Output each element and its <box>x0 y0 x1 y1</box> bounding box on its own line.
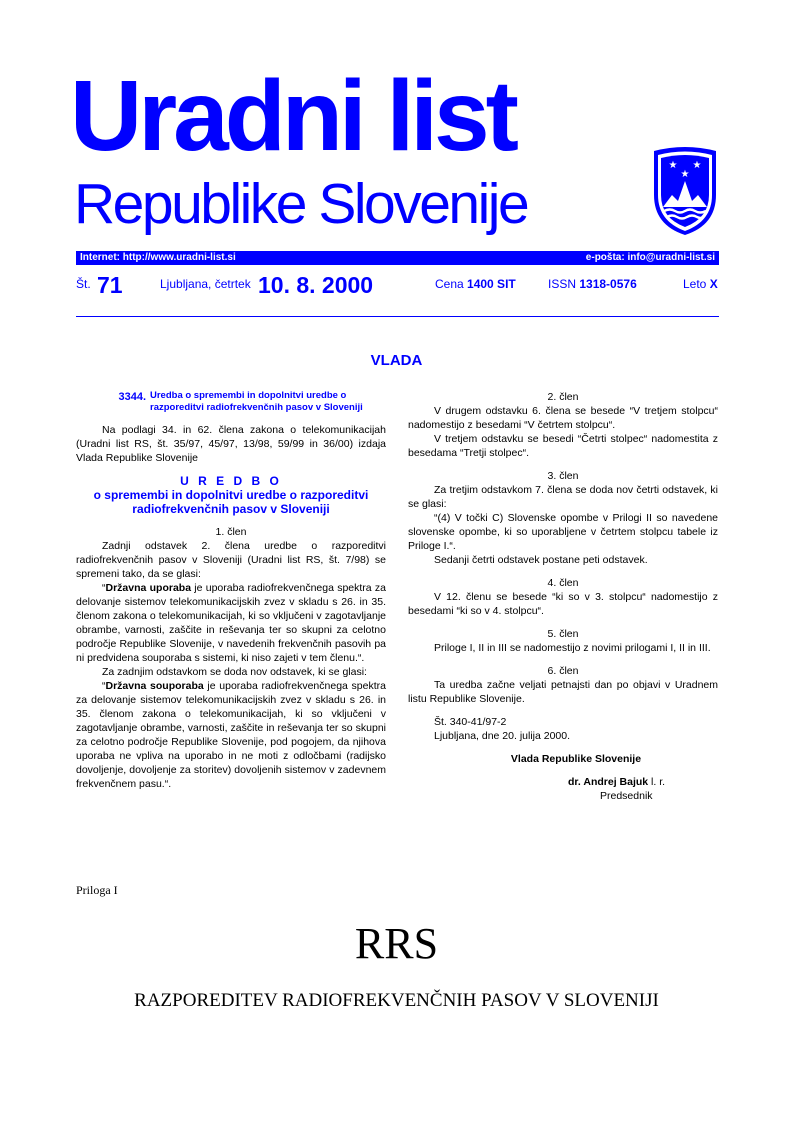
reference-number: Št. 340-41/97-2 <box>434 716 507 728</box>
place-date: Ljubljana, dne 20. julija 2000. <box>434 730 571 742</box>
article-2-paragraph-2: V tretjem odstavku se besedi “Četrti stolpec“ nadomestita z besedama “Tretji stolpec“. <box>408 433 718 459</box>
email-link[interactable]: e-pošta: info@uradni-list.si <box>585 252 715 263</box>
government-signature: Vlada Republike Slovenije <box>510 753 642 765</box>
issue-number: 71 <box>97 272 123 298</box>
issn: ISSN 1318-0576 <box>548 277 637 291</box>
issue-number-label: Št. <box>76 277 91 291</box>
attachment-label: Priloga I <box>76 883 118 897</box>
internet-link[interactable]: Internet: http://www.uradni-list.si <box>80 252 236 263</box>
contact-bar <box>76 251 719 265</box>
svg-text:★: ★ <box>680 169 690 180</box>
article-3-heading: 3. člen <box>547 470 579 482</box>
left-column <box>76 390 386 791</box>
article-1-quote-1: “Državna uporaba je uporaba radiofrekvenčnega spektra za delovanje sistemov telekomunikacijskih zvez v skladu s 26. in 35. členom zakona o telekomunikacijah, ki so vključeni v zagotavljanje obrambe, varnosti, zaščite in reševanja ter so skupni za celotno področje Republike Slovenije, v navedenih frekvenčnih pasovih pa ni predvidena souporaba s sistemi, ki niso zajeti v tem členu.“. <box>76 582 386 664</box>
article-1-paragraph-2: Za zadnjim odstavkom se doda nov odstavek, ki se glasi: <box>102 666 367 678</box>
price: Cena 1400 SIT <box>435 277 516 291</box>
decree-subheading: o spremembi in dopolnitvi uredbe o razporeditvi radiofrekvenčnih pasov v Sloveniji <box>93 488 369 516</box>
section-title: VLADA <box>370 352 423 369</box>
article-3-paragraph-2: “(4) V točki C) Slovenske opombe v Prilogi II so navedene slovenske opombe, ki so uporabljene v četrtem stolpcu tabele iz Priloge I.“. <box>408 512 718 552</box>
article-4-paragraph-1: V 12. členu se besede “ki so v 3. stolpcu“ nadomestijo z besedami “ki so v 4. stolpcu“. <box>408 591 718 617</box>
article-3-paragraph-1: Za tretjim odstavkom 7. člena se doda nov četrti odstavek, ki se glasi: <box>408 484 718 510</box>
signer-role: Predsednik <box>600 790 653 802</box>
year: Leto X <box>683 277 718 291</box>
svg-text:★: ★ <box>668 160 678 171</box>
article-1-paragraph-1: Zadnji odstavek 2. člena uredbe o razporeditvi radiofrekvenčnih pasov v Sloveniji (Uradni list RS, št. 7/98) se spremeni tako, da se glasi: <box>76 540 386 580</box>
article-2-heading: 2. člen <box>547 391 579 403</box>
header-divider <box>76 316 719 317</box>
masthead-subtitle: Republike Slovenije <box>74 172 528 236</box>
article-5-heading: 5. člen <box>547 628 579 640</box>
attachment-title: RRS <box>354 919 439 968</box>
issue-date: 10. 8. 2000 <box>258 272 374 298</box>
right-column <box>408 390 718 803</box>
article-6-paragraph-1: Ta uredba začne veljati petnajsti dan po objavi v Uradnem listu Republike Slovenije. <box>408 679 718 705</box>
intro-paragraph: Na podlagi 34. in 62. člena zakona o telekomunikacijah (Uradni list RS, št. 35/97, 45/97, 13/98, 59/99 in 36/00) izdaja Vlada Republike Slovenije <box>76 424 386 464</box>
article-6-heading: 6. člen <box>547 665 579 677</box>
act-number: 3344. <box>118 391 146 403</box>
article-4-heading: 4. člen <box>547 577 579 589</box>
article-5-paragraph-1: Priloge I, II in III se nadomestijo z novimi prilogami I, II in III. <box>434 642 711 654</box>
place-day: Ljubljana, četrtek <box>160 277 251 291</box>
article-1-heading: 1. člen <box>215 526 247 538</box>
signer: dr. Andrej Bajuk l. r. <box>568 776 666 788</box>
act-header <box>76 390 386 414</box>
article-1-quote-2: “Državna souporaba je uporaba radiofrekvenčnega spektra za delovanje sistemov telekomunikacijskih zvez v skladu s 26. in 35. členom zakona o telekomunikacijah, ki so vključeni v zagotavljanje obrambe, varnosti, zaščite in reševanja ter so skupni za celotno področje Republike Slovenije, pod pogojem, da njihova uporaba ne vpliva na uporabo in ne moti z odločbami (radijsko dovoljenje, dovoljenje za storitev) dovoljenih sistemov v zadevnem frekvenčnem pasu.“. <box>76 680 386 790</box>
article-3-paragraph-3: Sedanji četrti odstavek postane peti odstavek. <box>434 554 648 566</box>
decree-heading: U R E D B O <box>180 474 282 488</box>
coat-of-arms-icon <box>650 145 720 237</box>
article-2-paragraph-1: V drugem odstavku 6. člena se besede “V tretjem stolpcu“ nadomestijo z besedami “V četrtem stolpcu“. <box>408 405 718 431</box>
attachment-subtitle: RAZPOREDITEV RADIOFREKVENČNIH PASOV V SLOVENIJI <box>134 990 659 1011</box>
svg-text:★: ★ <box>692 160 702 171</box>
masthead-title: Uradni list <box>70 60 515 172</box>
act-title: Uredba o spremembi in dopolnitvi uredbe o razporeditvi radiofrekvenčnih pasov v Sloveniji <box>150 390 363 413</box>
